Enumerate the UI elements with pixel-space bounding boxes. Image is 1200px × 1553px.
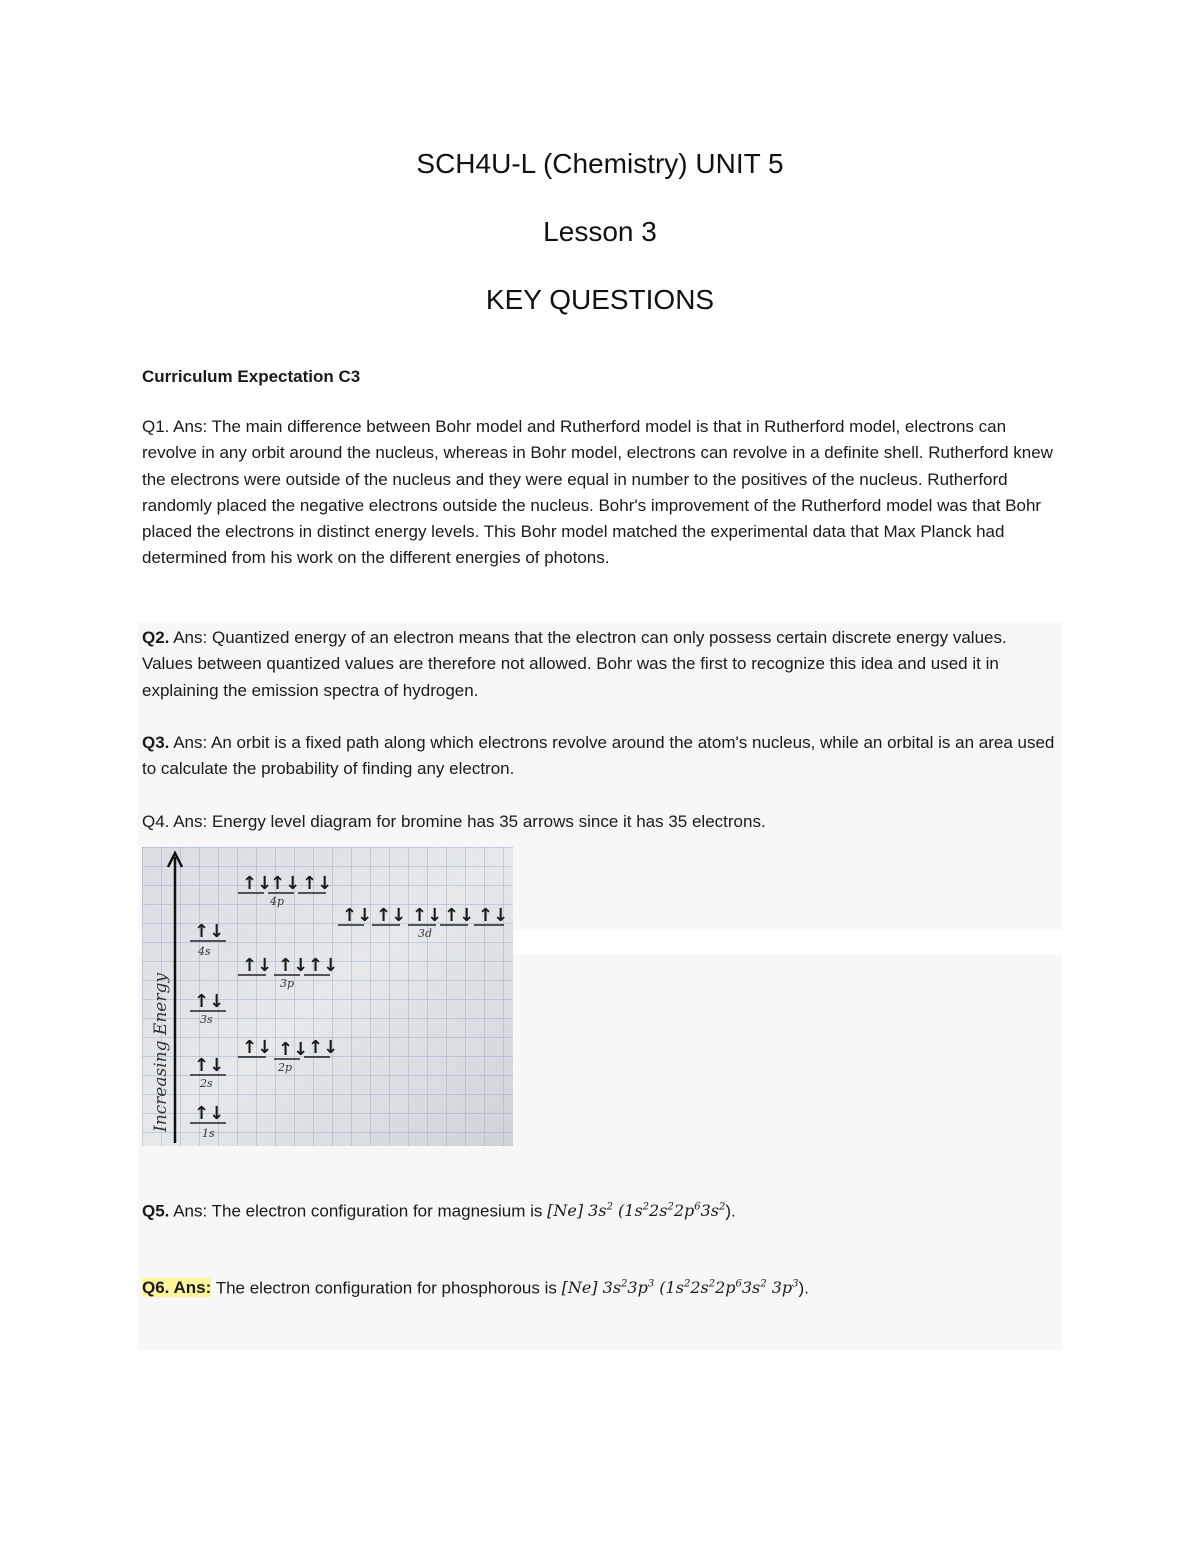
q5-formula: [Ne] $3s^2$ ($1s^22s^22p^63s^2$ <box>547 1201 726 1221</box>
q6-formula: [Ne] $3s^23p^3$ ($1s^22s^22p^63s^2$ $3p^3$ <box>561 1278 799 1298</box>
orbital-3d-box4: ↑↓ <box>444 905 475 926</box>
q5-label: Q5. <box>142 1201 170 1221</box>
orbital-4p-box3: ↑↓ <box>302 873 333 894</box>
orbital-3p-box1: ↑↓ <box>242 955 273 976</box>
orbital-2p-box3: ↑↓ <box>308 1037 339 1058</box>
q5-text: The electron configuration for magnesium is <box>211 1201 543 1221</box>
orbital-3d-box2: ↑↓ <box>376 905 407 926</box>
q1-text: The main difference between Bohr model and Rutherford model is that in Rutherford model, electrons can revolve in any orbit around the nucleus, whereas in Bohr model, electrons can revolve in a definite shell. Rutherford knew the electrons were outside of the nucleus and they were equal in number to the positives of the nucleus. Rutherford randomly placed the negative electrons outside the nucleus. Bohr's improvement of the Rutherford model was that Bohr placed the electrons in distinct energy levels. This Bohr model matched the experimental data that Max Planck had determined from his work on the different energies of photons. <box>142 417 1053 568</box>
orbital-3s-electrons: ↑↓ <box>194 991 225 1012</box>
label-3s: 3s <box>200 1013 213 1026</box>
answer-q6: Q6. Ans: The electron configuration for phosphorous is [Ne] $3s^23p^3$ ($1s^22s^22p^63s^2$ $3p^3$). <box>142 1278 809 1298</box>
orbital-3p-box2: ↑↓ <box>278 955 309 976</box>
label-3p: 3p <box>280 977 295 990</box>
orbital-4p-box2: ↑↓ <box>270 873 301 894</box>
q3-ans: Ans: <box>173 733 208 752</box>
orbital-2p-box2: ↑↓ <box>278 1039 309 1060</box>
orbital-1s-electrons: ↑↓ <box>194 1103 225 1124</box>
label-1s: 1s <box>202 1127 215 1140</box>
orbital-3d-box3: ↑↓ <box>412 905 443 926</box>
q6-label: Q6. Ans: <box>142 1278 212 1298</box>
lesson-title: Lesson 3 <box>543 216 657 247</box>
orbital-4p-box1: ↑↓ <box>242 873 273 894</box>
course-title: SCH4U-L (Chemistry) UNIT 5 <box>416 148 784 179</box>
energy-level-diagram-photo <box>142 847 513 1146</box>
orbital-4s-electrons: ↑↓ <box>194 921 225 942</box>
answer-q3 <box>142 730 1060 783</box>
label-2p: 2p <box>278 1061 293 1074</box>
answer-q4 <box>142 809 1060 835</box>
q2-label: Q2. <box>142 628 170 647</box>
answer-q5: Q5. Ans: The electron configuration for magnesium is [Ne] $3s^2$ $(1s^22s^22p^63s^2)$. <box>142 1201 736 1221</box>
section-title: KEY QUESTIONS <box>485 284 715 315</box>
orbital-3d-box5: ↑↓ <box>478 905 509 926</box>
q3-text: An orbit is a fixed path along which electrons revolve around the atom's nucleus, while an orbital is an area used to calculate the probability of finding any electron. <box>142 733 1055 779</box>
q2-ans: Ans: <box>173 628 208 647</box>
q4-label: Q4. <box>142 812 170 831</box>
curriculum-expectation: Curriculum Expectation C3 <box>142 367 361 386</box>
q4-text: Energy level diagram for bromine has 35 arrows since it has 35 electrons. <box>211 812 766 831</box>
label-3d: 3d <box>418 927 433 940</box>
orbital-2s-electrons: ↑↓ <box>194 1055 225 1076</box>
answer-q2 <box>142 625 1060 704</box>
label-4s: 4s <box>198 945 211 958</box>
q3-label: Q3. <box>142 733 170 752</box>
label-2s: 2s <box>200 1077 213 1090</box>
answer-q1 <box>142 414 1060 572</box>
energy-level-diagram <box>142 847 513 1146</box>
orbital-3d-box1: ↑↓ <box>342 905 373 926</box>
q6-text: The electron configuration for phosphorous is <box>215 1278 557 1298</box>
q2-text: Quantized energy of an electron means that the electron can only possess certain discrete energy values. Values between quantized values are therefore not allowed. Bohr was the first to recognize this idea and used it in explaining the emission spectra of hydrogen. <box>142 628 1007 700</box>
orbital-2p-box1: ↑↓ <box>242 1037 273 1058</box>
q1-label: Q1. Ans: <box>142 417 208 436</box>
axis-label: Increasing Energy <box>151 973 171 1132</box>
orbital-3p-box3: ↑↓ <box>308 955 339 976</box>
label-4p: 4p <box>270 895 285 908</box>
q4-ans: Ans: <box>173 812 208 831</box>
q5-ans: Ans: <box>173 1201 208 1221</box>
